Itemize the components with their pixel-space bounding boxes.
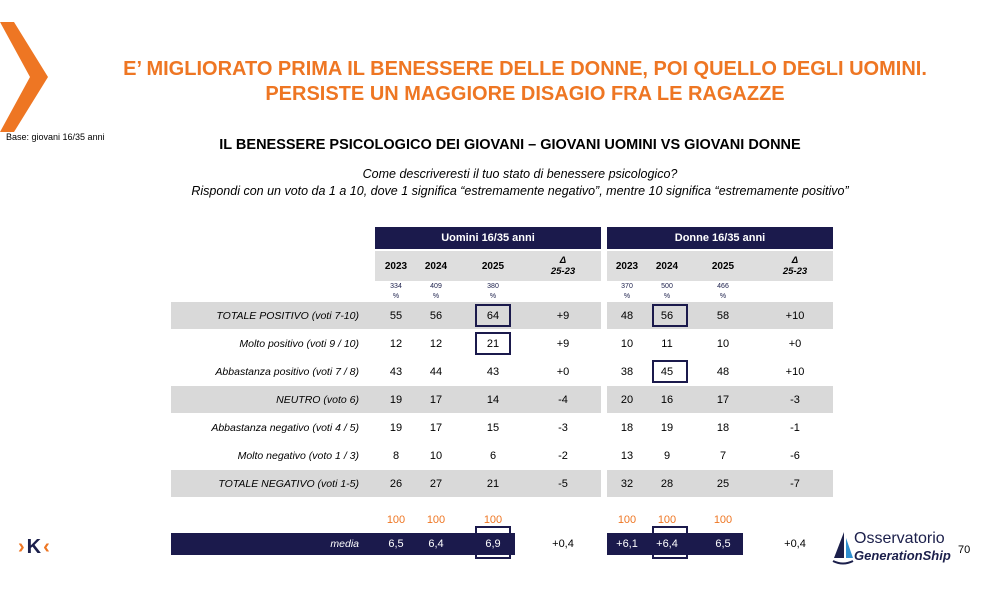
women-value-cell: 19	[660, 421, 674, 434]
women-group-header: Donne 16/35 anni	[607, 227, 833, 249]
women-value-cell: 20	[620, 393, 634, 406]
row-label: TOTALE NEGATIVO (voti 1-5)	[218, 477, 359, 490]
row-label: Abbastanza positivo (voti 7 / 8)	[215, 365, 359, 378]
women-value-cell: 48	[716, 365, 730, 378]
women-value-cell: 32	[620, 477, 634, 490]
men-value-cell: 55	[389, 309, 403, 322]
women-year-2024: 2024	[655, 260, 679, 272]
media-men-2025: 6,9	[485, 538, 501, 550]
women-delta-cell: -7	[790, 477, 800, 490]
page-number: 70	[958, 544, 971, 556]
highlight-box	[652, 304, 688, 327]
men-value-cell: 21	[486, 337, 500, 350]
women-value-cell: 45	[660, 365, 674, 378]
men-value-cell: 43	[486, 365, 500, 378]
highlight-box	[652, 360, 688, 383]
women-delta-cell: -6	[790, 449, 800, 462]
media-women-2025: 6,5	[715, 538, 731, 550]
delta-symbol: Δ	[791, 255, 799, 266]
sailboat-icon	[832, 530, 854, 568]
highlight-box	[652, 526, 688, 559]
company-logo: ›K‹	[18, 536, 52, 558]
base-note: Base: giovani 16/35 anni	[6, 132, 105, 142]
osservatorio-logo	[832, 530, 952, 570]
women-year-2025: 2025	[711, 260, 735, 272]
women-delta-header	[770, 251, 820, 281]
women-delta-cell: +0	[788, 337, 802, 350]
women-base-2025: 466 %	[717, 283, 729, 300]
women-value-cell: 18	[620, 421, 634, 434]
media-women-2023: +6,1	[616, 538, 638, 550]
men-value-cell: 17	[429, 421, 443, 434]
men-year-2023: 2023	[384, 260, 408, 272]
men-value-cell: 19	[389, 421, 403, 434]
row-label: NEUTRO (voto 6)	[276, 393, 359, 406]
highlight-box	[475, 526, 511, 559]
highlight-box	[475, 304, 511, 327]
row-label: Abbastanza negativo (voti 4 / 5)	[211, 421, 359, 434]
men-value-cell: 27	[429, 477, 443, 490]
men-total-2024: 100	[426, 514, 446, 526]
women-value-cell: 9	[663, 449, 671, 462]
men-year-2025: 2025	[481, 260, 505, 272]
women-total-2025: 100	[713, 514, 733, 526]
media-men-2024: 6,4	[428, 538, 444, 550]
women-value-cell: 38	[620, 365, 634, 378]
women-value-cell: 17	[716, 393, 730, 406]
women-delta-cell: +10	[785, 309, 805, 322]
men-value-cell: 43	[389, 365, 403, 378]
women-value-cell: 11	[661, 337, 673, 350]
men-delta-cell: -3	[558, 421, 568, 434]
question-line-1: Come descriveresti il tuo stato di benessere psicologico?	[362, 167, 678, 181]
women-value-cell: 10	[716, 337, 730, 350]
men-value-cell: 26	[389, 477, 403, 490]
women-value-cell: 13	[620, 449, 634, 462]
women-delta-cell: -1	[790, 421, 800, 434]
women-total-2024: 100	[657, 514, 677, 526]
men-value-cell: 56	[429, 309, 443, 322]
men-value-cell: 44	[429, 365, 443, 378]
media-women-delta: +0,4	[784, 538, 806, 550]
delta-label: 25-23	[550, 266, 576, 277]
section-subtitle: IL BENESSERE PSICOLOGICO DEI GIOVANI – GIOVANI UOMINI VS GIOVANI DONNE	[219, 137, 801, 153]
men-value-cell: 19	[389, 393, 403, 406]
women-value-cell: 7	[719, 449, 727, 462]
men-delta-cell: -4	[558, 393, 568, 406]
men-value-cell: 12	[389, 337, 403, 350]
men-delta-cell: +9	[556, 337, 570, 350]
delta-label: 25-23	[782, 266, 808, 277]
men-delta-cell: -2	[558, 449, 568, 462]
highlight-box	[475, 332, 511, 355]
women-total-2023: 100	[617, 514, 637, 526]
question-line-2: Rispondi con un voto da 1 a 10, dove 1 significa “estremamente negativo”, mentre 10 significa “estremamente positivo”	[191, 184, 849, 198]
women-year-2023: 2023	[615, 260, 639, 272]
women-delta-cell: +10	[785, 365, 805, 378]
women-value-cell: 10	[620, 337, 634, 350]
women-value-cell: 16	[660, 393, 674, 406]
osg-subtitle: GenerationShip	[854, 548, 951, 563]
delta-symbol: Δ	[559, 255, 567, 266]
survey-question	[0, 166, 1000, 200]
men-group-header: Uomini 16/35 anni	[375, 227, 601, 249]
women-delta-cell: -3	[790, 393, 800, 406]
row-label: Molto positivo (voti 9 / 10)	[239, 337, 359, 350]
women-base-2023: 370 %	[621, 283, 633, 300]
women-value-cell: 58	[716, 309, 730, 322]
men-value-cell: 8	[392, 449, 400, 462]
men-base-2024: 409 %	[430, 283, 442, 300]
osg-title: Osservatorio	[854, 530, 945, 547]
media-men-2023: 6,5	[388, 538, 404, 550]
men-delta-cell: +0	[556, 365, 570, 378]
row-label: Molto negativo (voto 1 / 3)	[237, 449, 359, 462]
men-delta-cell: -5	[558, 477, 568, 490]
title-line-1: E’ MIGLIORATO PRIMA IL BENESSERE DELLE DONNE, POI QUELLO DEGLI UOMINI.	[123, 58, 927, 80]
men-total-2023: 100	[386, 514, 406, 526]
page-title	[0, 57, 1000, 107]
media-women-2024: +6,4	[656, 538, 678, 550]
women-value-cell: 48	[620, 309, 634, 322]
men-value-cell: 64	[486, 309, 500, 322]
women-value-cell: 56	[660, 309, 674, 322]
men-value-cell: 6	[489, 449, 497, 462]
men-value-cell: 10	[429, 449, 443, 462]
men-value-cell: 17	[429, 393, 443, 406]
women-base-2024: 500 %	[661, 283, 673, 300]
men-total-2025: 100	[483, 514, 503, 526]
men-value-cell: 15	[486, 421, 500, 434]
media-men-delta: +0,4	[552, 538, 574, 550]
men-base-2023: 334 %	[390, 283, 402, 300]
men-year-2024: 2024	[424, 260, 448, 272]
men-delta-header	[538, 251, 588, 281]
men-delta-cell: +9	[556, 309, 570, 322]
title-line-2: PERSISTE UN MAGGIORE DISAGIO FRA LE RAGAZZE	[265, 83, 785, 105]
women-value-cell: 25	[716, 477, 730, 490]
women-value-cell: 28	[660, 477, 674, 490]
men-base-2025: 380 %	[487, 283, 499, 300]
media-label: media	[330, 538, 359, 550]
row-label: TOTALE POSITIVO (voti 7-10)	[216, 309, 359, 322]
men-value-cell: 12	[429, 337, 443, 350]
men-value-cell: 14	[486, 393, 500, 406]
men-value-cell: 21	[486, 477, 500, 490]
women-value-cell: 18	[716, 421, 730, 434]
